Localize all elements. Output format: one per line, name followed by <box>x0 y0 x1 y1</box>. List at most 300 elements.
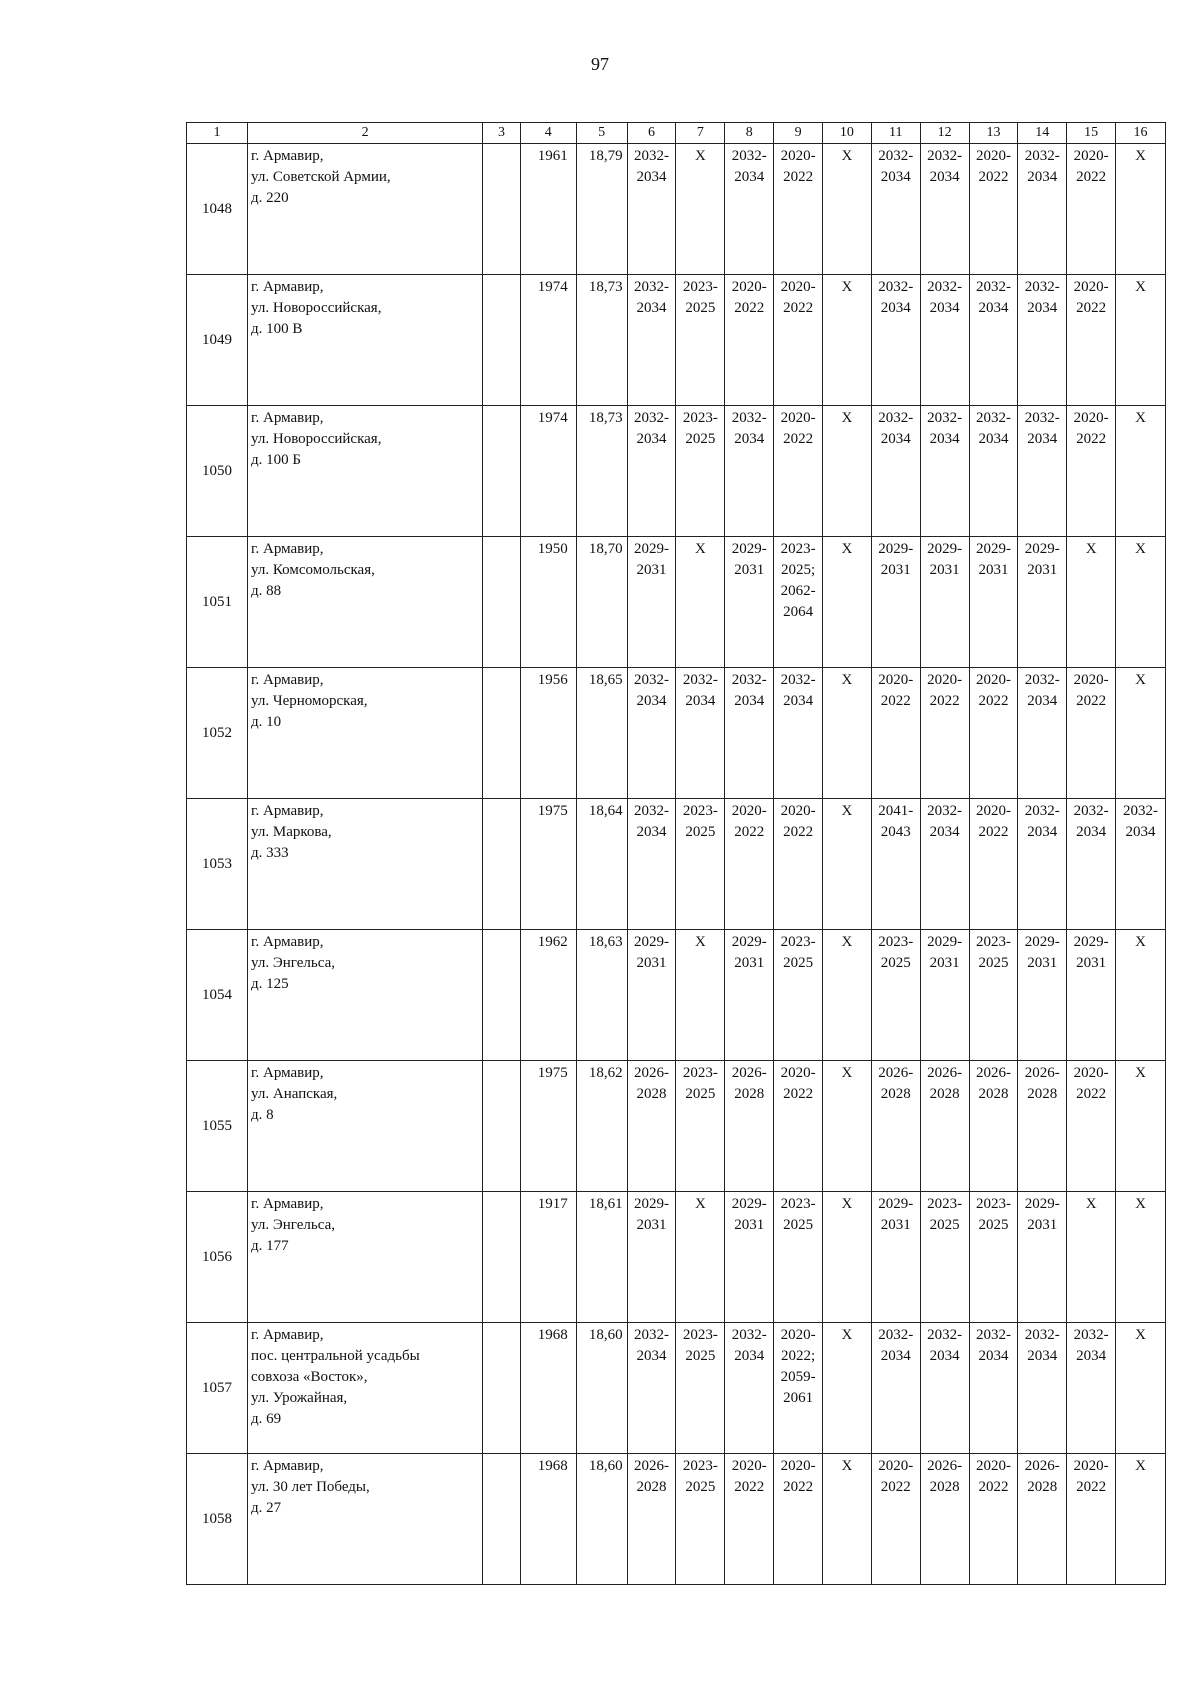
period-cell-col-11 <box>871 1323 920 1454</box>
period-cell-col-13 <box>969 668 1018 799</box>
address-cell <box>248 537 483 668</box>
column-header-8: 8 <box>725 123 774 144</box>
period-line: 2034 <box>636 1348 667 1364</box>
period-cell-col-8 <box>725 930 774 1061</box>
period-line: 2032- <box>1024 410 1060 426</box>
period-line: 2025 <box>783 1217 814 1233</box>
period-line: X <box>841 803 853 819</box>
period-cell-col-10 <box>822 406 871 537</box>
period-cell-col-13 <box>969 1454 1018 1585</box>
period-line: 2029- <box>1024 934 1060 950</box>
period-cell-col-7 <box>676 406 725 537</box>
period-cell-col-9 <box>774 799 823 930</box>
address-line: д. 220 <box>251 190 289 206</box>
column-header-5: 5 <box>576 123 627 144</box>
row-number: 1052 <box>187 668 248 799</box>
column-3-cell <box>483 144 521 275</box>
period-line: X <box>1135 1196 1146 1212</box>
address-line: ул. Новороссийская, <box>251 300 382 316</box>
year-cell: 1968 <box>520 1323 576 1454</box>
column-header-16: 16 <box>1116 123 1166 144</box>
page-number: 97 <box>591 54 609 74</box>
year-cell: 1974 <box>520 275 576 406</box>
period-cell-col-13 <box>969 1323 1018 1454</box>
period-line: 2034 <box>734 1348 765 1364</box>
period-cell-col-7 <box>676 144 725 275</box>
period-line: 2020- <box>780 1065 816 1081</box>
period-cell-col-16 <box>1116 275 1166 406</box>
period-cell-col-16 <box>1116 406 1166 537</box>
period-line: 2032- <box>1024 672 1060 688</box>
period-line: 2020- <box>780 410 816 426</box>
address-line: совхоза «Восток», <box>251 1369 368 1385</box>
period-line: 2032- <box>878 279 914 295</box>
period-cell-col-15 <box>1067 668 1116 799</box>
column-3-cell <box>483 275 521 406</box>
period-line: 2022 <box>783 300 814 316</box>
period-line: 2026- <box>878 1065 914 1081</box>
row-number: 1050 <box>187 406 248 537</box>
row-number: 1051 <box>187 537 248 668</box>
period-cell-col-10 <box>822 668 871 799</box>
period-line: X <box>841 148 853 164</box>
period-line: X <box>1135 279 1146 295</box>
year-cell: 1974 <box>520 406 576 537</box>
period-line: X <box>1135 410 1146 426</box>
period-cell-col-6 <box>627 1192 676 1323</box>
table-row <box>187 1323 1166 1454</box>
column-3-cell <box>483 930 521 1061</box>
period-line: 2032- <box>975 410 1011 426</box>
period-line: 2061 <box>783 1390 814 1406</box>
period-cell-col-14 <box>1018 668 1067 799</box>
column-header-3: 3 <box>483 123 521 144</box>
period-line: 2020- <box>731 803 767 819</box>
period-line: 2028 <box>734 1086 765 1102</box>
period-cell-col-6 <box>627 537 676 668</box>
period-line: 2023- <box>682 1327 718 1343</box>
address-cell <box>248 1192 483 1323</box>
period-cell-col-12 <box>920 275 969 406</box>
period-line: 2034 <box>978 300 1009 316</box>
period-cell-col-12 <box>920 1192 969 1323</box>
period-line: 2025 <box>978 1217 1009 1233</box>
period-cell-col-11 <box>871 1061 920 1192</box>
period-line: 2022 <box>978 1479 1009 1495</box>
address-cell <box>248 144 483 275</box>
period-line: 2023- <box>682 410 718 426</box>
period-cell-col-15 <box>1067 799 1116 930</box>
period-line: 2026- <box>927 1065 963 1081</box>
period-line: X <box>841 1327 853 1343</box>
period-cell-col-14 <box>1018 144 1067 275</box>
period-cell-col-12 <box>920 406 969 537</box>
period-line: 2032- <box>634 148 670 164</box>
table-row <box>187 668 1166 799</box>
period-line: 2026- <box>634 1458 670 1474</box>
address-line: г. Армавир, <box>251 934 324 950</box>
address-cell <box>248 1323 483 1454</box>
period-line: 2031 <box>1027 955 1058 971</box>
period-line: 2023- <box>682 1065 718 1081</box>
period-line: 2025 <box>929 1217 960 1233</box>
period-cell-col-12 <box>920 1323 969 1454</box>
value-cell: 18,63 <box>576 930 627 1061</box>
period-line: 2034 <box>783 693 814 709</box>
address-line: г. Армавир, <box>251 410 324 426</box>
period-cell-col-13 <box>969 537 1018 668</box>
address-line: г. Армавир, <box>251 672 324 688</box>
period-line: 2020- <box>927 672 963 688</box>
address-line: ул. Маркова, <box>251 824 332 840</box>
period-line: 2032- <box>927 803 963 819</box>
period-cell-col-14 <box>1018 1192 1067 1323</box>
period-line: 2022 <box>1076 300 1107 316</box>
address-line: д. 8 <box>251 1107 274 1123</box>
period-line: X <box>694 1196 706 1212</box>
value-cell: 18,62 <box>576 1061 627 1192</box>
period-line: 2032- <box>927 410 963 426</box>
period-cell-col-8 <box>725 275 774 406</box>
period-cell-col-8 <box>725 1454 774 1585</box>
period-line: 2031 <box>636 1217 667 1233</box>
period-cell-col-7 <box>676 799 725 930</box>
period-cell-col-6 <box>627 275 676 406</box>
period-cell-col-14 <box>1018 1454 1067 1585</box>
period-line: 2064 <box>783 604 814 620</box>
period-cell-col-16 <box>1116 1323 1166 1454</box>
address-line: ул. 30 лет Победы, <box>251 1479 370 1495</box>
column-header-9: 9 <box>774 123 823 144</box>
period-cell-col-10 <box>822 144 871 275</box>
year-cell: 1961 <box>520 144 576 275</box>
period-cell-col-6 <box>627 1061 676 1192</box>
period-line: 2025 <box>685 1348 716 1364</box>
table-row <box>187 406 1166 537</box>
period-line: X <box>841 672 853 688</box>
period-line: 2025 <box>978 955 1009 971</box>
row-number: 1056 <box>187 1192 248 1323</box>
address-line: г. Армавир, <box>251 803 324 819</box>
period-line: 2032- <box>878 410 914 426</box>
period-line: 2034 <box>929 169 960 185</box>
address-line: г. Армавир, <box>251 1065 324 1081</box>
period-line: 2023- <box>927 1196 963 1212</box>
table-row <box>187 144 1166 275</box>
period-line: 2023- <box>780 541 816 557</box>
period-line: 2028 <box>1027 1086 1058 1102</box>
period-cell-col-14 <box>1018 930 1067 1061</box>
period-cell-col-6 <box>627 144 676 275</box>
period-cell-col-8 <box>725 799 774 930</box>
period-line: 2034 <box>685 693 716 709</box>
period-line: 2031 <box>880 562 911 578</box>
period-cell-col-7 <box>676 275 725 406</box>
period-line: 2034 <box>929 1348 960 1364</box>
period-line: 2025 <box>685 824 716 840</box>
address-cell <box>248 275 483 406</box>
period-line: 2034 <box>880 431 911 447</box>
period-line: 2031 <box>929 955 960 971</box>
address-line: пос. центральной усадьбы <box>251 1348 420 1364</box>
period-line: 2034 <box>1076 824 1107 840</box>
column-3-cell <box>483 799 521 930</box>
address-line: д. 100 В <box>251 321 303 337</box>
value-cell: 18,73 <box>576 406 627 537</box>
period-cell-col-11 <box>871 930 920 1061</box>
column-3-cell <box>483 1061 521 1192</box>
row-number: 1058 <box>187 1454 248 1585</box>
year-cell: 1962 <box>520 930 576 1061</box>
period-line: X <box>841 934 853 950</box>
period-line: 2020- <box>975 1458 1011 1474</box>
address-line: г. Армавир, <box>251 148 324 164</box>
period-line: 2020- <box>975 148 1011 164</box>
period-line: 2026- <box>975 1065 1011 1081</box>
period-line: 2029- <box>731 934 767 950</box>
period-line: 2025 <box>685 300 716 316</box>
period-line: 2032- <box>780 672 816 688</box>
address-line: г. Армавир, <box>251 279 324 295</box>
period-cell-col-16 <box>1116 930 1166 1061</box>
period-line: 2022 <box>929 693 960 709</box>
row-number: 1057 <box>187 1323 248 1454</box>
period-cell-col-10 <box>822 1061 871 1192</box>
period-cell-col-8 <box>725 1323 774 1454</box>
period-cell-col-12 <box>920 930 969 1061</box>
period-cell-col-9 <box>774 930 823 1061</box>
period-line: 2032- <box>634 672 670 688</box>
period-line: 2020- <box>878 1458 914 1474</box>
period-line: 2031 <box>734 562 765 578</box>
table-row <box>187 537 1166 668</box>
period-cell-col-15 <box>1067 1454 1116 1585</box>
address-cell <box>248 1061 483 1192</box>
period-line: 2032- <box>927 279 963 295</box>
period-line: 2034 <box>929 824 960 840</box>
period-line: 2034 <box>978 1348 1009 1364</box>
period-line: 2020- <box>975 803 1011 819</box>
period-line: 2023- <box>975 1196 1011 1212</box>
column-header-10: 10 <box>822 123 871 144</box>
period-cell-col-10 <box>822 930 871 1061</box>
address-line: ул. Комсомольская, <box>251 562 375 578</box>
period-line: 2034 <box>734 169 765 185</box>
period-cell-col-8 <box>725 668 774 799</box>
period-line: 2034 <box>1027 431 1058 447</box>
period-line: 2032- <box>1073 1327 1109 1343</box>
period-line: 2034 <box>880 300 911 316</box>
period-line: 2029- <box>878 541 914 557</box>
period-line: 2043 <box>880 824 911 840</box>
period-cell-col-8 <box>725 144 774 275</box>
period-cell-col-14 <box>1018 406 1067 537</box>
period-line: X <box>1135 148 1146 164</box>
period-line: 2029- <box>634 1196 670 1212</box>
period-line: 2032- <box>1024 279 1060 295</box>
period-cell-col-8 <box>725 406 774 537</box>
address-line: д. 88 <box>251 583 282 599</box>
period-cell-col-9 <box>774 144 823 275</box>
period-line: 2029- <box>1073 934 1109 950</box>
period-line: 2034 <box>1076 1348 1107 1364</box>
address-line: ул. Анапская, <box>251 1086 338 1102</box>
column-header-1: 1 <box>187 123 248 144</box>
column-header-7: 7 <box>676 123 725 144</box>
period-line: X <box>841 1196 853 1212</box>
period-cell-col-11 <box>871 799 920 930</box>
period-line: 2026- <box>1024 1065 1060 1081</box>
period-line: 2034 <box>929 300 960 316</box>
period-line: 2020- <box>1073 148 1109 164</box>
period-line: 2029- <box>634 934 670 950</box>
period-cell-col-15 <box>1067 406 1116 537</box>
period-line: 2032- <box>1024 148 1060 164</box>
period-line: 2028 <box>1027 1479 1058 1495</box>
period-line: 2062- <box>780 583 816 599</box>
period-cell-col-9 <box>774 1061 823 1192</box>
period-line: 2025 <box>685 431 716 447</box>
period-line: 2034 <box>929 431 960 447</box>
period-line: 2031 <box>880 1217 911 1233</box>
period-line: 2020- <box>878 672 914 688</box>
column-3-cell <box>483 406 521 537</box>
period-line: 2032- <box>731 672 767 688</box>
period-line: 2026- <box>731 1065 767 1081</box>
value-cell: 18,60 <box>576 1454 627 1585</box>
column-header-6: 6 <box>627 123 676 144</box>
period-line: 2022 <box>978 824 1009 840</box>
period-cell-col-14 <box>1018 537 1067 668</box>
period-cell-col-14 <box>1018 275 1067 406</box>
period-line: 2028 <box>929 1479 960 1495</box>
period-line: 2032- <box>634 1327 670 1343</box>
period-cell-col-15 <box>1067 930 1116 1061</box>
period-line: 2034 <box>1027 1348 1058 1364</box>
period-line: 2023- <box>780 1196 816 1212</box>
table-row <box>187 799 1166 930</box>
table-body <box>187 144 1166 1585</box>
period-line: X <box>1135 672 1146 688</box>
period-line: 2025; <box>780 562 816 578</box>
period-cell-col-15 <box>1067 144 1116 275</box>
period-cell-col-13 <box>969 1192 1018 1323</box>
period-cell-col-7 <box>676 1454 725 1585</box>
period-cell-col-10 <box>822 799 871 930</box>
period-line: 2034 <box>1027 824 1058 840</box>
period-cell-col-9 <box>774 1323 823 1454</box>
value-cell: 18,61 <box>576 1192 627 1323</box>
period-cell-col-14 <box>1018 1323 1067 1454</box>
period-cell-col-9 <box>774 275 823 406</box>
period-line: 2032- <box>975 279 1011 295</box>
period-line: 2032- <box>975 1327 1011 1343</box>
period-line: 2031 <box>1027 562 1058 578</box>
address-line: ул. Советской Армии, <box>251 169 391 185</box>
period-cell-col-13 <box>969 406 1018 537</box>
address-line: ул. Черноморская, <box>251 693 368 709</box>
period-cell-col-9 <box>774 406 823 537</box>
row-number: 1054 <box>187 930 248 1061</box>
address-line: г. Армавир, <box>251 541 324 557</box>
period-line: 2029- <box>634 541 670 557</box>
period-line: 2032- <box>927 148 963 164</box>
period-cell-col-10 <box>822 1192 871 1323</box>
period-line: 2022 <box>783 1479 814 1495</box>
period-line: 2026- <box>1024 1458 1060 1474</box>
period-line: 2020- <box>731 1458 767 1474</box>
row-number: 1053 <box>187 799 248 930</box>
period-cell-col-9 <box>774 537 823 668</box>
column-3-cell <box>483 1192 521 1323</box>
address-line: д. 69 <box>251 1411 282 1427</box>
table-row <box>187 1192 1166 1323</box>
period-line: 2025 <box>880 955 911 971</box>
period-cell-col-6 <box>627 930 676 1061</box>
year-cell: 1968 <box>520 1454 576 1585</box>
period-line: 2022 <box>734 300 765 316</box>
period-cell-col-14 <box>1018 1061 1067 1192</box>
address-line: д. 10 <box>251 714 282 730</box>
column-header-15: 15 <box>1067 123 1116 144</box>
period-cell-col-7 <box>676 1061 725 1192</box>
column-3-cell <box>483 668 521 799</box>
period-cell-col-10 <box>822 1323 871 1454</box>
period-line: 2032- <box>878 148 914 164</box>
address-line: ул. Энгельса, <box>251 1217 335 1233</box>
column-header-2: 2 <box>248 123 483 144</box>
period-line: 2022 <box>1076 431 1107 447</box>
period-line: 2022 <box>783 824 814 840</box>
period-line: 2022 <box>880 1479 911 1495</box>
period-cell-col-11 <box>871 275 920 406</box>
period-cell-col-11 <box>871 537 920 668</box>
period-line: 2028 <box>636 1479 667 1495</box>
period-line: 2034 <box>734 431 765 447</box>
period-cell-col-9 <box>774 1454 823 1585</box>
period-cell-col-15 <box>1067 1061 1116 1192</box>
address-line: д. 333 <box>251 845 289 861</box>
period-line: 2023- <box>682 803 718 819</box>
period-line: 2020- <box>731 279 767 295</box>
period-cell-col-12 <box>920 1454 969 1585</box>
period-line: 2020- <box>780 1327 816 1343</box>
period-cell-col-11 <box>871 1454 920 1585</box>
period-line: 2025 <box>685 1479 716 1495</box>
period-line: 2020- <box>1073 410 1109 426</box>
period-cell-col-7 <box>676 537 725 668</box>
year-cell: 1975 <box>520 1061 576 1192</box>
period-line: X <box>694 934 706 950</box>
period-cell-col-11 <box>871 668 920 799</box>
period-line: 2032- <box>927 1327 963 1343</box>
period-line: 2022 <box>1076 1479 1107 1495</box>
period-line: 2028 <box>929 1086 960 1102</box>
period-line: 2025 <box>783 955 814 971</box>
period-line: 2034 <box>880 1348 911 1364</box>
column-3-cell <box>483 1323 521 1454</box>
period-cell-col-13 <box>969 1061 1018 1192</box>
period-line: 2034 <box>1125 824 1156 840</box>
column-3-cell <box>483 1454 521 1585</box>
period-line: 2022 <box>978 693 1009 709</box>
period-line: 2022 <box>734 1479 765 1495</box>
period-line: 2032- <box>1123 803 1159 819</box>
period-line: 2023- <box>878 934 914 950</box>
column-header-4: 4 <box>520 123 576 144</box>
period-line: 2029- <box>927 541 963 557</box>
period-line: 2059- <box>780 1369 816 1385</box>
